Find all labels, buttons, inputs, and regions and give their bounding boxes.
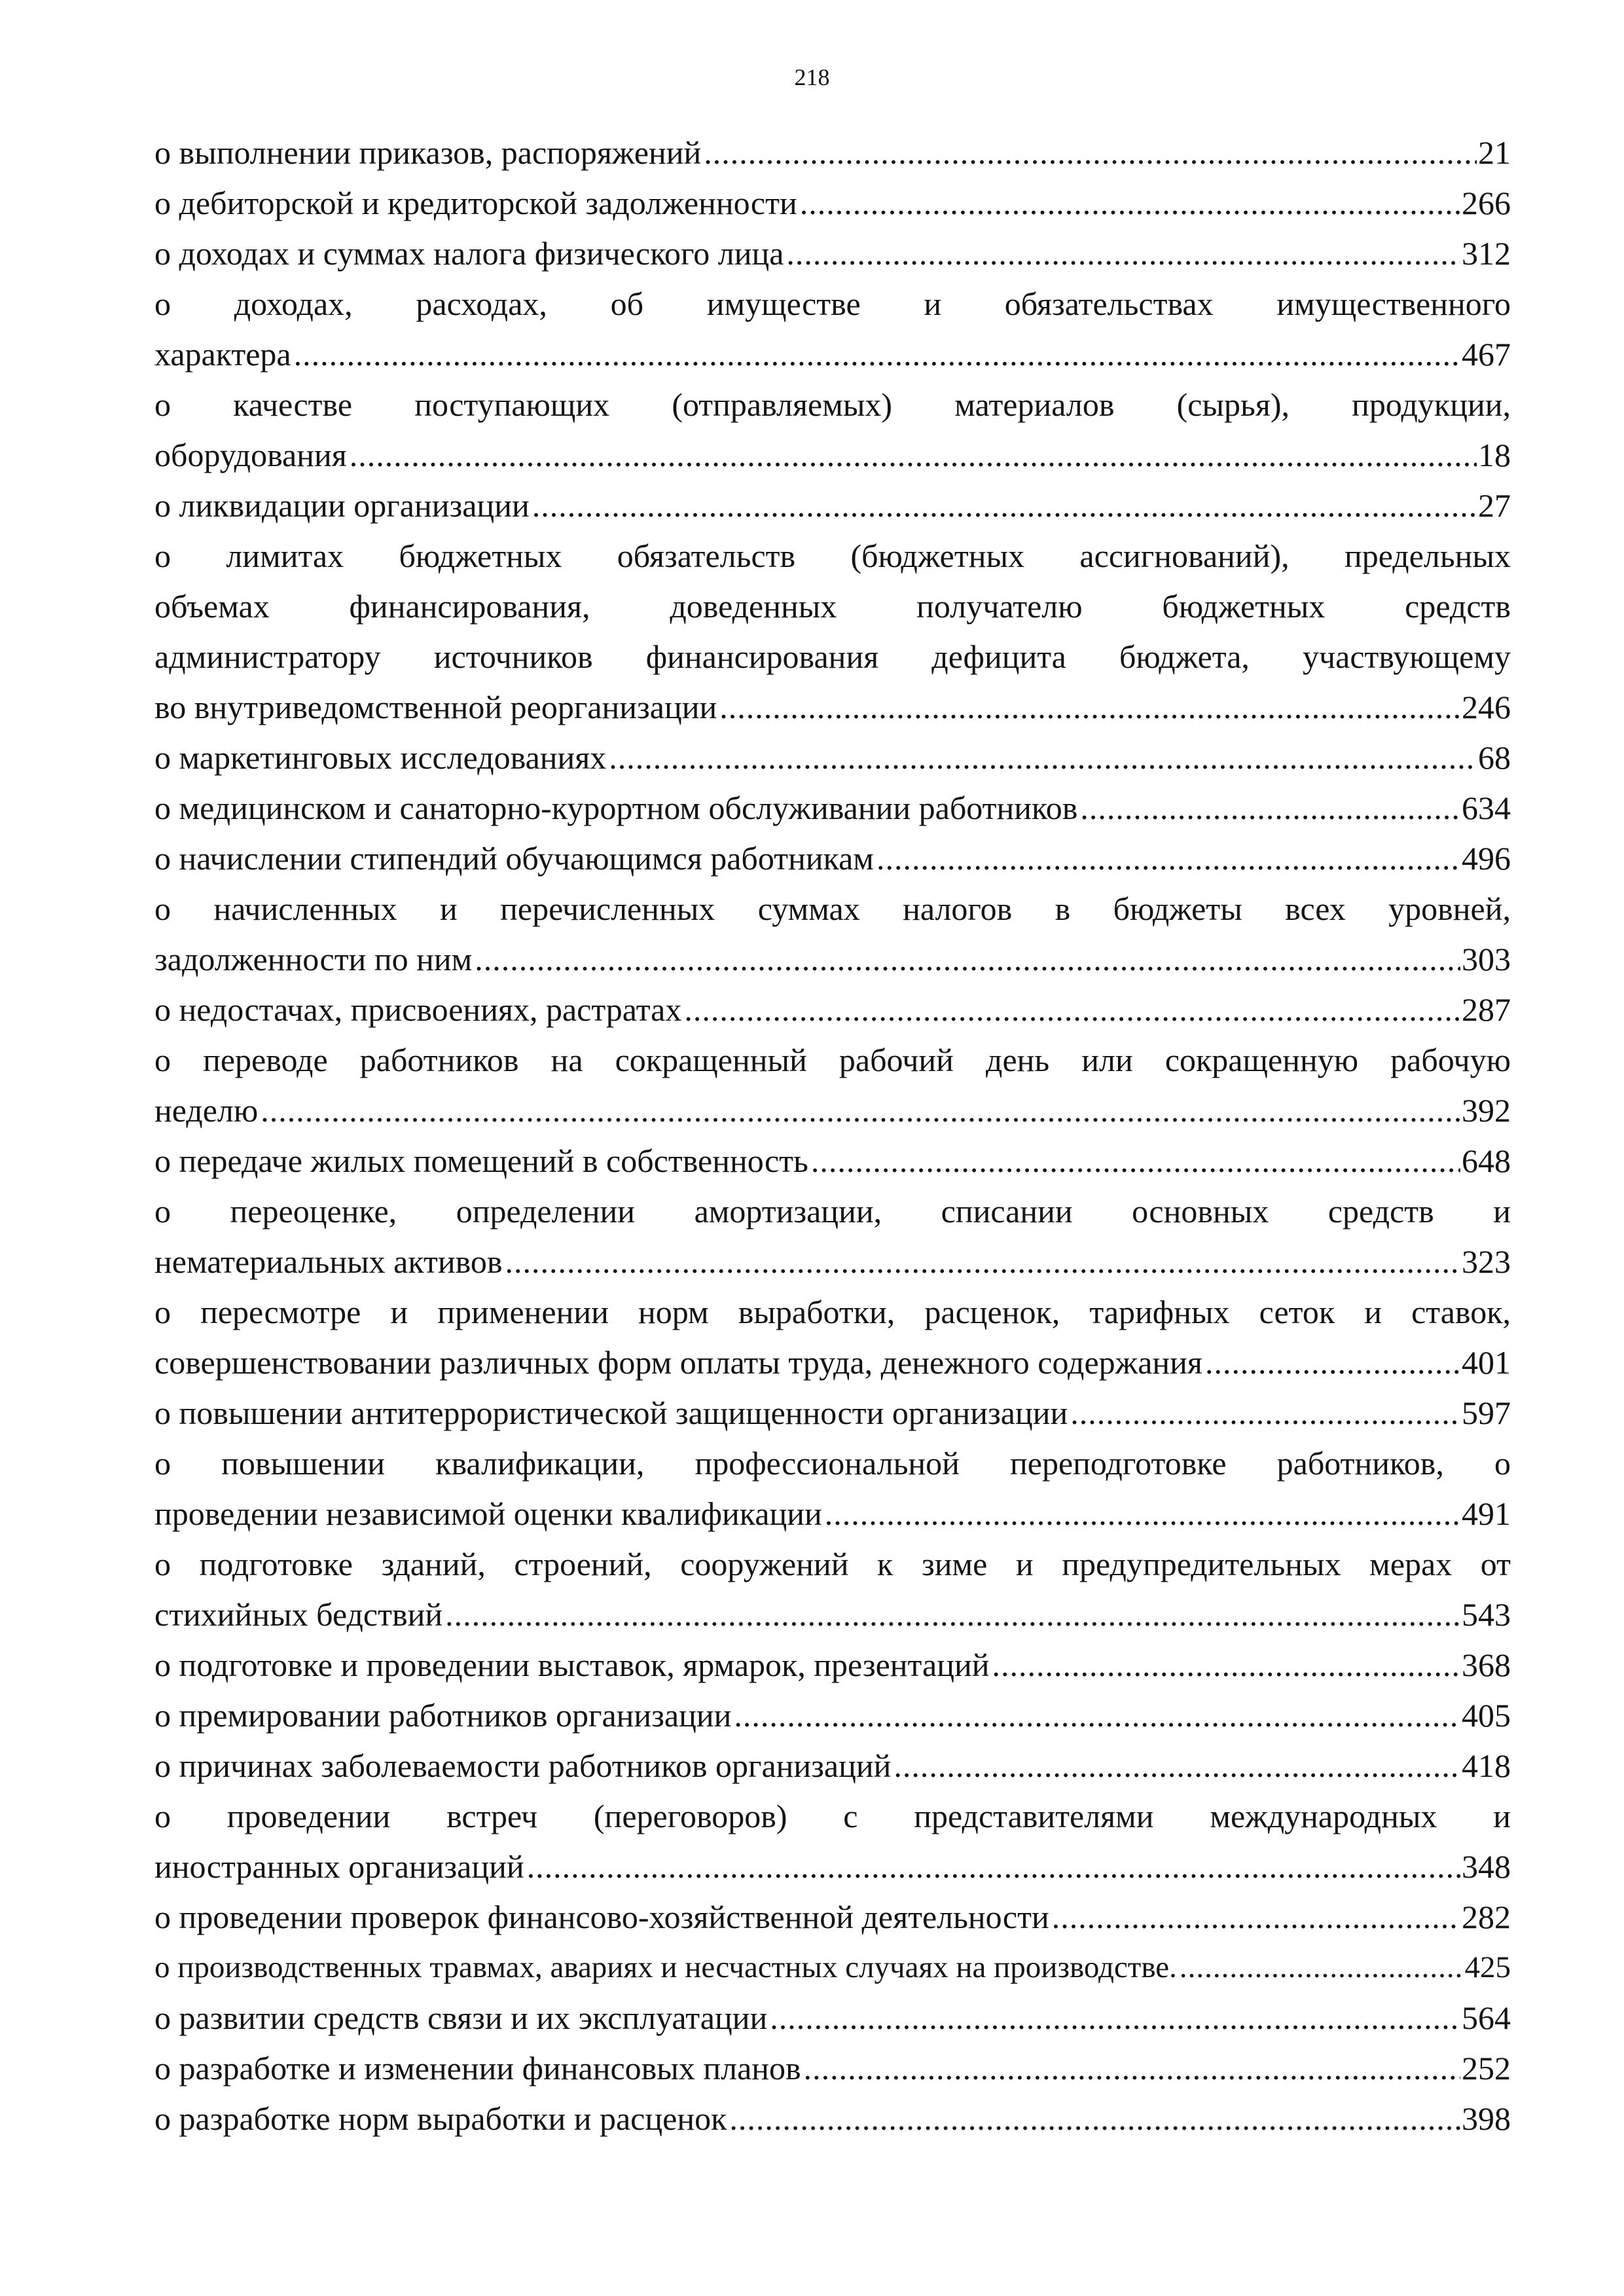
dot-leader — [505, 1237, 1461, 1287]
dot-leader — [800, 178, 1460, 228]
index-entry-text: о переводе работников на сокращенный рабочий день или сокращенную рабочую — [154, 1042, 1511, 1078]
index-entry-text: о разработке и изменении финансовых планов — [154, 2050, 801, 2086]
index-entry-last-line — [154, 1892, 1511, 1942]
dot-leader — [704, 128, 1477, 178]
dot-leader — [527, 1842, 1460, 1892]
index-entry-last-line — [154, 1136, 1511, 1186]
index-entry-text: о начислении стипендий обучающимся работникам — [154, 840, 874, 877]
dot-leader — [261, 1085, 1460, 1136]
index-entry-text: о дебиторской и кредиторской задолженности — [154, 185, 797, 221]
index-entry-last-line — [154, 1690, 1511, 1741]
index-entry-text: о передаче жилых помещений в собственность — [154, 1142, 808, 1179]
dot-leader — [1180, 1942, 1464, 1993]
index-entry-text: во внутриведомственной реорганизации — [154, 689, 717, 725]
index-entry-page-number: 543 — [1462, 1596, 1511, 1633]
index-entry — [154, 481, 1511, 531]
index-entry-page-number: 425 — [1464, 1950, 1511, 1984]
dot-leader — [1070, 1388, 1460, 1438]
index-entry-text: о ликвидации организации — [154, 487, 530, 524]
index-entry — [154, 228, 1511, 279]
index-entry-page-number: 68 — [1478, 739, 1511, 776]
index-entry-line — [154, 279, 1511, 329]
index-entry-text: о подготовке и проведении выставок, ярмарок, презентаций — [154, 1647, 990, 1683]
index-entry-page-number: 564 — [1462, 1999, 1511, 2036]
dot-leader — [350, 430, 1477, 481]
index-entry-page-number: 405 — [1462, 1697, 1511, 1734]
index-entry-last-line — [154, 1741, 1511, 1791]
index-entry — [154, 1438, 1511, 1539]
index-entry-text: о маркетинговых исследованиях — [154, 739, 607, 776]
dot-leader — [992, 1640, 1461, 1690]
index-entry-text: о доходах, расходах, об имуществе и обязательствах имущественного — [154, 285, 1511, 322]
index-entry-line — [154, 380, 1511, 430]
dot-leader — [770, 1993, 1460, 2043]
index-entry-last-line — [154, 430, 1511, 481]
dot-leader — [786, 228, 1460, 279]
index-entry-last-line — [154, 934, 1511, 985]
index-entry-text: о лимитах бюджетных обязательств (бюджетных ассигнований), предельных — [154, 538, 1511, 574]
page-number: 218 — [794, 64, 830, 90]
index-entry-text: о повышении квалификации, профессиональной переподготовке работников, о — [154, 1445, 1511, 1482]
index-entry-line — [154, 531, 1511, 581]
index-entry-page-number: 634 — [1462, 790, 1511, 826]
dot-leader — [609, 733, 1477, 783]
index-entry-text: о причинах заболеваемости работников организаций — [154, 1747, 892, 1784]
index-entry-last-line — [154, 1640, 1511, 1690]
index-entry — [154, 2094, 1511, 2144]
index-entry-text: о доходах и суммах налога физического лица — [154, 235, 784, 272]
index-entry-page-number: 246 — [1462, 689, 1511, 725]
index-entry-text: нематериальных активов — [154, 1243, 503, 1280]
index-entry-text: о проведении проверок финансово-хозяйственной деятельности — [154, 1899, 1049, 1935]
dot-leader — [1080, 783, 1460, 833]
index-entry-page-number: 348 — [1462, 1848, 1511, 1885]
index-entry-last-line — [154, 1338, 1511, 1388]
index-entry-page-number: 27 — [1478, 487, 1511, 524]
index-entry-text: совершенствовании различных форм оплаты труда, денежного содержания — [154, 1344, 1202, 1381]
dot-leader — [1205, 1338, 1460, 1388]
index-entry — [154, 1993, 1511, 2043]
index-entry-page-number: 323 — [1462, 1243, 1511, 1280]
index-entry-last-line — [154, 329, 1511, 380]
index-entry — [154, 531, 1511, 733]
index-entry-last-line — [154, 733, 1511, 783]
index-entry-line — [154, 1791, 1511, 1842]
index-entry-line — [154, 1186, 1511, 1237]
index-entry-text: о производственных травмах, авариях и несчастных случаях на производстве. — [154, 1950, 1177, 1984]
index-entry-page-number: 252 — [1462, 2050, 1511, 2086]
index-entry-text: характера — [154, 336, 291, 373]
index-entry — [154, 783, 1511, 833]
index-entry-text: о разработке норм выработки и расценок — [154, 2100, 727, 2137]
index-entry-last-line — [154, 1993, 1511, 2043]
index-entry-page-number: 21 — [1478, 134, 1511, 171]
dot-leader — [811, 1136, 1460, 1186]
index-entry-text: о пересмотре и применении норм выработки, расценок, тарифных сеток и ставок, — [154, 1294, 1511, 1330]
index-entry — [154, 1640, 1511, 1690]
index-entry — [154, 1186, 1511, 1287]
dot-leader — [532, 481, 1477, 531]
dot-leader — [719, 682, 1460, 733]
index-entry-last-line — [154, 2094, 1511, 2144]
index-entry-last-line — [154, 1590, 1511, 1640]
index-entry-page-number: 491 — [1462, 1495, 1511, 1532]
index-entry — [154, 1388, 1511, 1438]
index-entry — [154, 1892, 1511, 1942]
index-entry-text: о начисленных и перечисленных суммах налогов в бюджеты всех уровней, — [154, 890, 1511, 927]
dot-leader — [475, 934, 1460, 985]
index-entry — [154, 380, 1511, 481]
index-entry-last-line — [154, 228, 1511, 279]
index-entry-last-line — [154, 783, 1511, 833]
index-entry-text: о недостачах, присвоениях, растратах — [154, 991, 682, 1028]
index-entry-text: о выполнении приказов, распоряжений — [154, 134, 702, 171]
index-entry-page-number: 467 — [1462, 336, 1511, 373]
index-entry-last-line — [154, 1388, 1511, 1438]
index-entry-page-number: 401 — [1462, 1344, 1511, 1381]
index-entry-last-line — [154, 1942, 1511, 1993]
index-entry-text: объемах финансирования, доведенных получателю бюджетных средств — [154, 588, 1511, 625]
index-entry — [154, 1136, 1511, 1186]
dot-leader — [893, 1741, 1460, 1791]
index-entry-last-line — [154, 1489, 1511, 1539]
dot-leader — [734, 1690, 1460, 1741]
index-entry-text: о подготовке зданий, строений, сооружений к зиме и предупредительных мерах от — [154, 1546, 1511, 1582]
index-entry-text: задолженности по ним — [154, 941, 473, 977]
index-entry-page-number: 597 — [1462, 1394, 1511, 1431]
index-entry-last-line — [154, 985, 1511, 1035]
index-entry-text: о проведении встреч (переговоров) с представителями международных и — [154, 1798, 1511, 1834]
index-entry-last-line — [154, 1842, 1511, 1892]
index-entry-line — [154, 1287, 1511, 1338]
index-entry — [154, 1035, 1511, 1136]
index-entry-text: о повышении антитеррористической защищенности организации — [154, 1394, 1068, 1431]
dot-leader — [804, 2043, 1460, 2094]
index-entry — [154, 1690, 1511, 1741]
index-entry-page-number: 648 — [1462, 1142, 1511, 1179]
index-entry-line — [154, 632, 1511, 682]
index-entry-last-line — [154, 1237, 1511, 1287]
index-entry-text: о переоценке, определении амортизации, списании основных средств и — [154, 1193, 1511, 1230]
index-entry-page-number: 418 — [1462, 1747, 1511, 1784]
index-entry-page-number: 392 — [1462, 1092, 1511, 1129]
index-entry-last-line — [154, 1085, 1511, 1136]
index-entry-page-number: 312 — [1462, 235, 1511, 272]
index-entry — [154, 985, 1511, 1035]
index-entry-text: администратору источников финансирования дефицита бюджета, участвующему — [154, 638, 1511, 675]
index-entry-line — [154, 1035, 1511, 1085]
index-entry-last-line — [154, 682, 1511, 733]
index-entry-line — [154, 581, 1511, 632]
dot-leader — [1052, 1892, 1460, 1942]
index-entry-last-line — [154, 2043, 1511, 2094]
index-entry-last-line — [154, 128, 1511, 178]
dot-leader — [729, 2094, 1460, 2144]
index-entry — [154, 1287, 1511, 1388]
dot-leader — [876, 833, 1460, 884]
index-entry-line — [154, 1438, 1511, 1489]
index-entry-text: оборудования — [154, 437, 347, 473]
index-entry — [154, 178, 1511, 228]
index-entry-page-number: 368 — [1462, 1647, 1511, 1683]
index-entry — [154, 733, 1511, 783]
index-entry — [154, 1942, 1511, 1993]
index-entry-text: иностранных организаций — [154, 1848, 524, 1885]
index-entry — [154, 1791, 1511, 1892]
index-entry — [154, 1539, 1511, 1640]
index-entry — [154, 884, 1511, 985]
index-entry-line — [154, 1539, 1511, 1590]
index-entry — [154, 2043, 1511, 2094]
index-entry-last-line — [154, 178, 1511, 228]
index-entry-text: о развитии средств связи и их эксплуатации — [154, 1999, 768, 2036]
index-entry-page-number: 18 — [1478, 437, 1511, 473]
index-entry-line — [154, 884, 1511, 934]
index-entry-page-number: 398 — [1462, 2100, 1511, 2137]
dot-leader — [294, 329, 1460, 380]
index-entry — [154, 833, 1511, 884]
index-entry-text: о премировании работников организации — [154, 1697, 732, 1734]
subject-index-list — [154, 128, 1511, 2144]
index-entry-page-number: 282 — [1462, 1899, 1511, 1935]
index-entry-text: о качестве поступающих (отправляемых) материалов (сырья), продукции, — [154, 386, 1511, 423]
index-entry-page-number: 287 — [1462, 991, 1511, 1028]
index-entry-last-line — [154, 833, 1511, 884]
index-entry — [154, 1741, 1511, 1791]
dot-leader — [825, 1489, 1460, 1539]
index-entry-page-number: 303 — [1462, 941, 1511, 977]
dot-leader — [684, 985, 1460, 1035]
index-entry — [154, 279, 1511, 380]
index-entry-page-number: 266 — [1462, 185, 1511, 221]
index-entry-text: проведении независимой оценки квалификации — [154, 1495, 822, 1532]
dot-leader — [445, 1590, 1460, 1640]
index-entry-text: о медицинском и санаторно-курортном обслуживании работников — [154, 790, 1078, 826]
index-entry — [154, 128, 1511, 178]
index-entry-page-number: 496 — [1462, 840, 1511, 877]
index-entry-text: неделю — [154, 1092, 259, 1129]
index-entry-text: стихийных бедствий — [154, 1596, 443, 1633]
index-entry-last-line — [154, 481, 1511, 531]
